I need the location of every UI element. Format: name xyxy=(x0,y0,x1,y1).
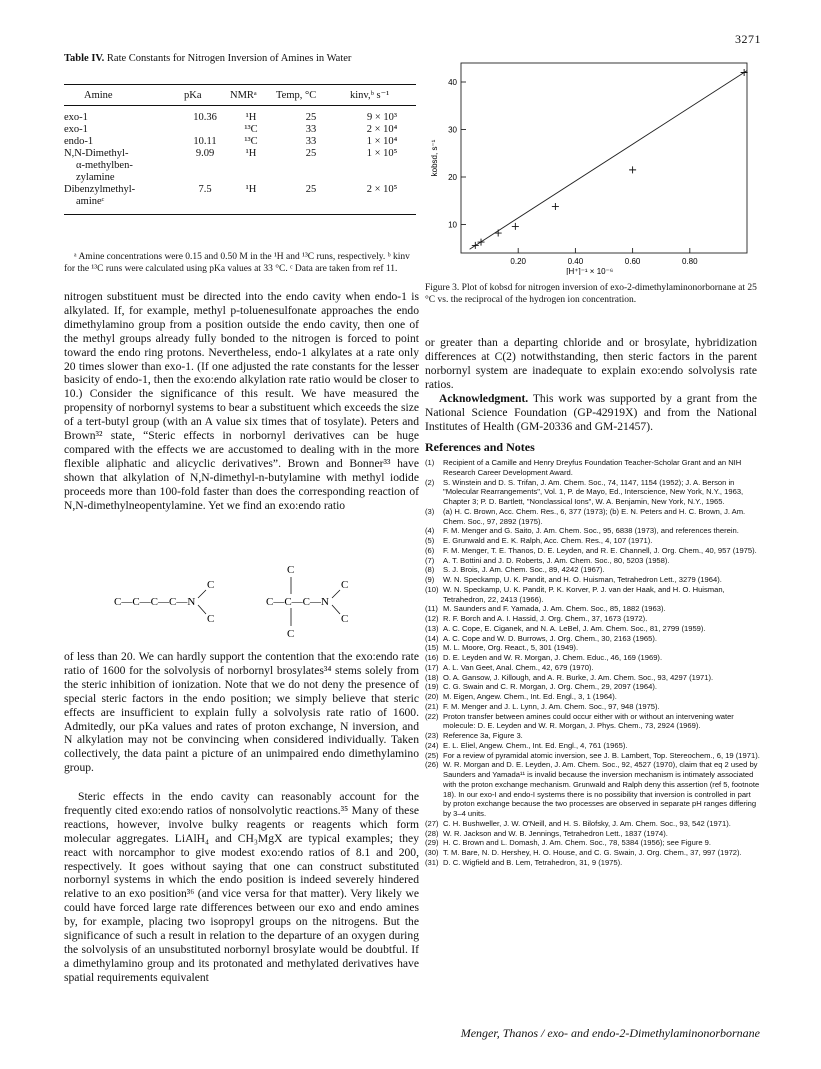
table-title-text: Rate Constants for Nitrogen Inversion of Amines in Water xyxy=(106,53,352,64)
kinv-cell: 2 × 10⁴ xyxy=(366,124,398,135)
reference-item xyxy=(425,643,760,653)
reference-number: (4) xyxy=(425,526,435,536)
table-row xyxy=(64,196,416,215)
reference-text: E. L. Eliel, Angew. Chem., Int. Ed. Engl., 4, 761 (1965). xyxy=(443,740,628,750)
reference-text: F. M. Menger and G. Saito, J. Am. Chem. Soc., 95, 6838 (1973), and references therein. xyxy=(443,526,739,536)
reference-number: (2) xyxy=(425,477,435,487)
reference-number: (25) xyxy=(425,750,439,760)
reference-item xyxy=(425,760,760,819)
structure-n-butylamine xyxy=(114,579,214,625)
reference-item xyxy=(425,526,760,536)
reference-text: Recipient of a Camille and Henry Dreyfus Foundation Teacher-Scholar Grant and an NIH Research Career Development Award. xyxy=(443,458,742,477)
reference-number: (24) xyxy=(425,740,439,750)
col-header-kinv: kinv,ᵇ s⁻¹ xyxy=(348,85,416,106)
reference-item xyxy=(425,634,760,644)
temp-cell: 25 xyxy=(305,184,317,195)
page-number: 3271 xyxy=(735,32,761,46)
references-list xyxy=(425,458,760,868)
reference-text: F. M. Menger and J. L. Lynn, J. Am. Chem. Soc., 97, 948 (1975). xyxy=(443,701,660,711)
reference-item xyxy=(425,712,760,732)
reference-text: F. M. Menger, T. E. Thanos, D. E. Leyden, and R. E. Channell, J. Org. Chem., 40, 957 (1975). xyxy=(443,545,757,555)
reference-number: (18) xyxy=(425,672,439,682)
reference-text: A. L. Van Geet, Anal. Chem., 42, 679 (1970). xyxy=(443,662,594,672)
reference-item xyxy=(425,604,760,614)
nmr-cell xyxy=(228,172,274,184)
x-tick-label: 0.60 xyxy=(624,257,641,266)
reference-text: D. C. Wigfield and B. Lem, Tetrahedron, 31, 9 (1975). xyxy=(443,857,623,867)
temp-cell: 25 xyxy=(305,112,317,123)
reference-item xyxy=(425,624,760,634)
pka-cell xyxy=(182,196,228,215)
reference-text: M. L. Moore, Org. React., 5, 301 (1949). xyxy=(443,643,579,653)
running-footer: Menger, Thanos / exo- and endo-2-Dimethylaminonorbornane xyxy=(460,1026,760,1040)
reference-text: C. G. Swain and C. R. Morgan, J. Org. Chem., 29, 2097 (1964). xyxy=(443,682,657,692)
nmr-cell: ¹H xyxy=(245,112,257,123)
nmr-cell: ¹³C xyxy=(244,124,258,135)
reference-number: (19) xyxy=(425,682,439,692)
reference-item xyxy=(425,702,760,712)
table-label: Table IV. xyxy=(64,53,105,64)
reference-item xyxy=(425,682,760,692)
reference-text: S. J. Brois, J. Am. Chem. Soc., 89, 4242 (1967). xyxy=(443,565,605,575)
reference-item xyxy=(425,565,760,575)
nmr-cell xyxy=(228,160,274,172)
figure-caption: Figure 3. Plot of kobsd for nitrogen inversion of exo-2-dimethylaminonorbornane at 25 °C vs. the reciprocal of the hydrogen ion concentration. xyxy=(425,283,757,305)
reference-number: (5) xyxy=(425,536,435,545)
reference-text: W. R. Morgan and D. E. Leyden, J. Am. Chem. Soc., 92, 4527 (1970), claim that eq 2 used by Saunders and Yamada¹¹ is invalid because the inversion mechanism is intimately associated with the proton exchange mechanism. Grunwald and Ralph deny this assertion (ref 5, footnote 18). In our exo-I and endo-I systems there is no possibility that inversion is controlled in part by proton exchange because the two processes are observed in separate pH ranges differing by 3–4 units. xyxy=(443,760,760,818)
kinv-cell: 9 × 10³ xyxy=(366,112,398,123)
amine-cell: endo-1 xyxy=(64,136,94,147)
reference-item xyxy=(425,614,760,624)
pka-cell xyxy=(182,124,228,136)
kinv-cell xyxy=(348,172,416,184)
acknowledgment-heading: Acknowledgment. xyxy=(439,392,529,405)
reference-item xyxy=(425,575,760,585)
reference-item xyxy=(425,829,760,839)
kinv-cell xyxy=(348,160,416,172)
reference-text: S. Winstein and D. S. Trifan, J. Am. Chem. Soc., 74, 1147, 1154 (1952); J. A. Berson in "Molecular Rearrangements", Vol. 1, P. de Mayo, Ed., Interscience, New York, N.Y., 1963, Chapter 3; P. D. Bartlett, "Nonclassical Ions", W. A. Benjamin, New York, N.Y., 1965. xyxy=(443,477,744,506)
body-paragraph-right: or greater than a departing chloride and or brosylate, hybridization differences at C(2) notwithstanding, then steric factors in the parent norbornyl system are inadequate to explain exo:endo solvolysis rate ratios. xyxy=(425,336,757,391)
figure-3-chart xyxy=(425,55,757,275)
reference-text: D. E. Leyden and W. R. Morgan, J. Chem. Educ., 46, 169 (1969). xyxy=(443,653,663,662)
structure-right-chain: C—C—C—N xyxy=(266,596,329,608)
reference-item xyxy=(425,848,760,858)
table-row xyxy=(64,172,416,184)
reference-item xyxy=(425,478,760,507)
reference-item xyxy=(425,585,760,605)
body-paragraph-2: of less than 20. We can hardly support the contention that the exo:endo rate ratio of 1600 for the solvolysis of norbornyl brosylates³⁴ stems solely from the steric inhibition of ionization. Note that we do not deny the presence of special steric factors in the endo position; we simply believe that steric effects are insufficient to explain fully a solvolysis rate ratio of 1600. Admitedly, our pKa values and rates of proton exchange, N inversion, and N alkylation may not be convincing when considered individually. Taken collectively, the data paint a picture of an unimpaired endo dimethylamino group. xyxy=(64,650,419,775)
kinv-cell: 2 × 10⁵ xyxy=(366,184,398,195)
acknowledgment-text: This work was supported by a grant from the National Science Foundation (GP-42919X) and from the National Institutes of Health (GM-20336 and GM-21457). xyxy=(425,392,757,433)
reference-text: A. T. Bottini and J. D. Roberts, J. Am. Chem. Soc., 80, 5203 (1958). xyxy=(443,555,670,565)
reference-item xyxy=(425,536,760,546)
reference-text: O. A. Gansow, J. Killough, and A. R. Burke, J. Am. Chem. Soc., 93, 4297 (1971). xyxy=(443,672,714,682)
temp-cell xyxy=(274,172,348,184)
temp-cell xyxy=(274,160,348,172)
structure-right-n-top: C xyxy=(341,579,349,591)
reference-number: (29) xyxy=(425,838,439,848)
temp-cell xyxy=(274,196,348,215)
table-row xyxy=(64,136,416,148)
reference-item xyxy=(425,741,760,751)
table-row xyxy=(64,124,416,136)
pka-cell: 10.11 xyxy=(193,136,217,147)
amine-cell: N,N-Dimethyl- xyxy=(64,148,129,159)
reference-text: M. Saunders and F. Yamada, J. Am. Chem. Soc., 85, 1882 (1963). xyxy=(443,604,666,614)
reference-number: (7) xyxy=(425,555,435,565)
reference-text: C. H. Bushweller, J. W. O'Neill, and H. S. Bilofsky, J. Am. Chem. Soc., 93, 542 (1971). xyxy=(443,818,731,828)
reference-text: W. N. Speckamp, U. K. Pandit, P. K. Korver, P. J. van der Haak, and H. O. Huisman, Tetrahedron, 22, 2413 (1966). xyxy=(443,584,725,604)
pka-cell: 9.09 xyxy=(195,148,215,159)
reference-item xyxy=(425,653,760,663)
reference-number: (17) xyxy=(425,662,439,672)
reference-number: (6) xyxy=(425,545,435,555)
reference-item xyxy=(425,819,760,829)
y-tick-label: 40 xyxy=(448,78,457,87)
amine-cell: zylamine xyxy=(76,172,115,183)
reference-item xyxy=(425,858,760,868)
y-tick-label: 30 xyxy=(448,125,457,135)
reference-item xyxy=(425,507,760,527)
plot-frame xyxy=(461,63,747,253)
data-point xyxy=(512,223,519,230)
pka-cell: 7.5 xyxy=(198,184,212,195)
fit-line xyxy=(470,71,747,250)
reference-number: (22) xyxy=(425,711,439,721)
temp-cell: 33 xyxy=(305,136,317,147)
table-footnote: ᵃ Amine concentrations were 0.15 and 0.50 M in the ¹H and ¹³C runs, respectively. ᵇ kinv for the ¹³C runs were calculated using pKa values at 33 °C. ᶜ Data are taken from ref 11. xyxy=(64,252,410,274)
amine-cell: exo-1 xyxy=(64,112,88,123)
reference-number: (14) xyxy=(425,633,439,643)
structure-neopentylamine xyxy=(266,564,348,640)
x-tick-label: 0.20 xyxy=(510,257,526,266)
y-tick-label: 20 xyxy=(448,173,457,182)
reference-number: (21) xyxy=(425,701,439,711)
reference-text: E. Grunwald and E. K. Ralph, Acc. Chem. Res., 4, 107 (1971). xyxy=(443,536,653,545)
x-tick-label: 0.40 xyxy=(567,257,584,266)
reference-text: T. M. Bare, N. D. Hershey, H. O. House, and C. G. Swain, J. Org. Chem., 37, 997 (1972). xyxy=(443,848,742,857)
structure-left-bottom: C xyxy=(207,613,215,625)
reference-number: (31) xyxy=(425,857,439,867)
structure-right-top: C xyxy=(287,564,295,576)
structure-right-bottom: C xyxy=(287,628,295,640)
reference-text: Proton transfer between amines could occur either with or without an intervening water molecule: D. E. Leyden and W. R. Morgan, J. Phys. Chem., 73, 2924 (1969). xyxy=(443,711,734,731)
reference-text: A. C. Cope, E. Ciganek, and N. A. LeBel, J. Am. Chem. Soc., 81, 2799 (1959). xyxy=(443,623,706,633)
reference-number: (3) xyxy=(425,506,435,516)
amine-cell: exo-1 xyxy=(64,124,88,135)
table-row xyxy=(64,160,416,172)
structure-left-chain: C—C—C—C—N xyxy=(114,596,196,608)
temp-cell: 25 xyxy=(305,148,317,159)
reference-item xyxy=(425,673,760,683)
reference-number: (12) xyxy=(425,614,439,623)
reference-number: (11) xyxy=(425,604,438,614)
table-row xyxy=(64,148,416,160)
col-header-temp: Temp, °C xyxy=(274,85,348,106)
reference-number: (10) xyxy=(425,584,439,594)
reference-item xyxy=(425,838,760,848)
reference-number: (13) xyxy=(425,623,439,633)
nmr-cell: ¹H xyxy=(245,148,257,159)
reference-text: A. C. Cope and W. D. Burrows, J. Org. Chem., 30, 2163 (1965). xyxy=(443,633,657,643)
col-header-amine: Amine xyxy=(64,85,182,106)
reference-item xyxy=(425,751,760,761)
reference-number: (1) xyxy=(425,458,435,467)
reference-text: W. N. Speckamp, U. K. Pandit, and H. O. Huisman, Tetrahedron Lett., 3279 (1964). xyxy=(443,575,722,584)
temp-cell: 33 xyxy=(305,124,317,135)
data-point xyxy=(552,203,559,210)
structure-right-n-bottom: C xyxy=(341,613,349,625)
reference-text: H. C. Brown and L. Domash, J. Am. Chem. Soc., 78, 5384 (1956); see Figure 9. xyxy=(443,838,712,848)
acknowledgment xyxy=(425,392,757,434)
reference-number: (9) xyxy=(425,575,435,584)
reference-number: (26) xyxy=(425,760,439,770)
reference-item xyxy=(425,731,760,741)
kinv-cell xyxy=(348,196,416,215)
amine-cell: α-methylben- xyxy=(76,160,133,171)
reference-text: M. Eigen, Angew. Chem., Int. Ed. Engl., 3, 1 (1964). xyxy=(443,692,617,701)
kinv-cell: 1 × 10⁵ xyxy=(366,148,398,159)
data-point xyxy=(495,230,502,237)
references-heading: References and Notes xyxy=(425,440,535,454)
reference-item xyxy=(425,458,760,478)
reference-number: (23) xyxy=(425,731,439,740)
reference-number: (15) xyxy=(425,643,439,653)
table-title xyxy=(64,52,419,65)
reference-item xyxy=(425,546,760,556)
data-point xyxy=(629,166,636,173)
reference-number: (16) xyxy=(425,653,439,662)
col-header-nmr: NMRᵃ xyxy=(228,85,274,106)
rate-constants-table xyxy=(64,84,416,215)
reference-text: (a) H. C. Brown, Acc. Chem. Res., 6, 377 (1973); (b) E. N. Peters and H. C. Brown, J. Am. Chem. Soc., 97, 2892 (1975). xyxy=(443,506,746,526)
reference-number: (30) xyxy=(425,848,439,857)
x-axis-label: [H⁺]⁻¹ × 10⁻⁶ xyxy=(566,267,614,275)
amine-cell: amineᶜ xyxy=(64,196,182,215)
table-row xyxy=(64,106,416,125)
body-paragraph-3: Steric effects in the endo cavity can reasonably account for the frequently cited exo:endo ratios of nonsolvolytic reactions.³⁵ Many of these reactions, however, involve bulky reagents or reagents which form molecular aggregates. LiAlH₄ and CH₃MgX are typical examples; they react with norcamphor to give modest exo:endo ratios of 8.1 and 200, respectively. It goes without saying that one can construct substituted norbornyl systems in which the endo position is indeed severely hindered relative to an exo position³⁶ (and vice versa for that matter). Very likely we could have forced large rate differences between our exo and endo amines by, for example, placing two isopropyl groups on the nitrogens. But the significance of such a result in relation to the departure of an oxygen during the solvolysis of an unsubstituted norbornyl brosylate would be doubtful. If a dimethylamino group and its protonated and methylated derivatives have spatial requirements equivalent xyxy=(64,790,419,984)
kinv-cell: 1 × 10⁴ xyxy=(366,136,398,147)
nmr-cell: ¹³C xyxy=(244,136,258,147)
table-row xyxy=(64,184,416,196)
amine-structures xyxy=(64,560,419,642)
y-axis-label: kobsd, s⁻¹ xyxy=(430,139,439,177)
pka-cell: 10.36 xyxy=(193,112,217,123)
reference-item xyxy=(425,556,760,566)
x-tick-label: 0.80 xyxy=(682,257,698,266)
reference-item xyxy=(425,692,760,702)
reference-text: For a review of pyramidal atomic inversion, see J. B. Lambert, Top. Stereochem., 6, 19 (1971). xyxy=(443,750,760,760)
reference-number: (27) xyxy=(425,818,439,828)
pka-cell xyxy=(182,172,228,184)
reference-text: Reference 3a, Figure 3. xyxy=(443,731,523,740)
pka-cell xyxy=(182,160,228,172)
y-tick-label: 10 xyxy=(448,220,457,230)
col-header-pka: pKa xyxy=(182,85,228,106)
reference-number: (20) xyxy=(425,692,439,701)
data-point xyxy=(478,239,485,246)
reference-text: R. F. Borch and A. I. Hassid, J. Org. Chem., 37, 1673 (1972). xyxy=(443,614,648,623)
reference-number: (8) xyxy=(425,565,435,575)
reference-text: W. R. Jackson and W. B. Jennings, Tetrahedron Lett., 1837 (1974). xyxy=(443,828,668,838)
nmr-cell xyxy=(228,196,274,215)
reference-number: (28) xyxy=(425,828,439,838)
nmr-cell: ¹H xyxy=(245,184,257,195)
data-point xyxy=(472,242,479,249)
body-paragraph-1: nitrogen substituent must be directed into the endo cavity when endo-1 is alkylated. If, for example, methyl p-toluenesulfonate approaches the endo dimethylamino group from a position outside the endo cavity, then one of the methyl groups already fully bonded to the nitrogen is forced to point toward the endo ring protons. Nevertheless, endo-1 alkylates at a rate only 20 times slower than exo-1. (If one adjusted the rate constants for the lesser basicity of endo-1, then the exo:endo alkylation rate ratio would be closer to 10.) Consider the significance of this result. We have measured the propensity of norbornyl systems to bear a substituent which exceeds the size of a tert-butyl group (with an A value six times that of tosylate). Peters and Brown³² state, “Steric effects in norbornyl derivatives can be huge compared with the effects we are accustomed to dealing with in the more flexible aliphatic and alicyclic derivatives”. Brown and Bonner³³ have shown that alkylation of N,N-dimethyl-n-butylamine with methyl iodide proceeds more than 100-fold faster than does the corresponding reaction of N,N-dimethylneopentylamine. Yet we find an exo:endo ratio xyxy=(64,290,419,512)
amine-cell: Dibenzylmethyl- xyxy=(64,184,136,195)
structure-left-top: C xyxy=(207,579,215,591)
reference-item xyxy=(425,663,760,673)
